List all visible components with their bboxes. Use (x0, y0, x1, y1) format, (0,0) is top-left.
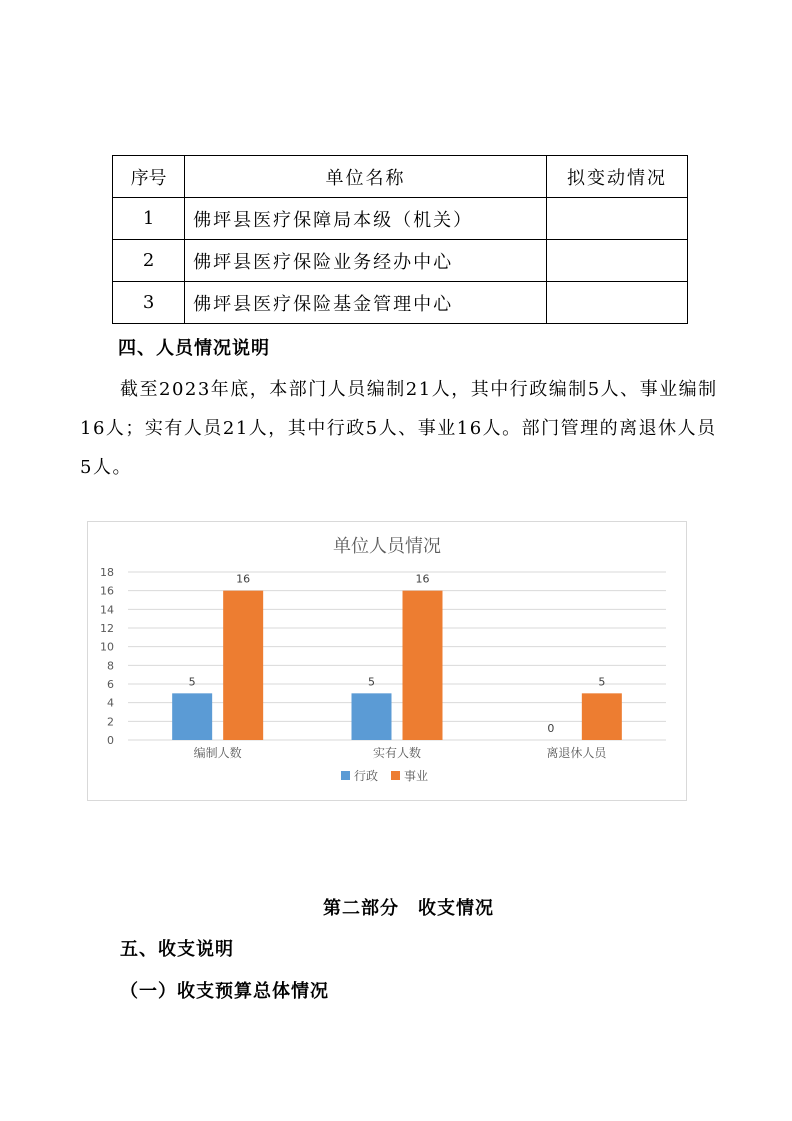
header-unit-name: 单位名称 (185, 156, 547, 198)
staff-paragraph: 截至2023年底，本部门人员编制21人，其中行政编制5人、事业编制16人；实有人员21人，其中行政5人、事业16人。部门管理的离退休人员5人。 (80, 379, 718, 478)
row-change (546, 282, 687, 324)
row-index: 1 (113, 198, 185, 240)
bar-行政 (172, 693, 212, 740)
chart-title: 单位人员情况 (333, 536, 441, 557)
section-heading-staff: 四、人员情况说明 (118, 338, 270, 359)
bar-事业 (582, 693, 622, 740)
legend-label: 行政 (354, 769, 379, 783)
section-heading-budget: 五、收支说明 (120, 939, 234, 960)
x-tick-label: 编制人数 (193, 746, 242, 760)
y-tick-label: 18 (100, 566, 114, 579)
data-label: 5 (188, 675, 196, 689)
table-header-row (113, 156, 688, 198)
staff-chart (87, 521, 687, 801)
data-label: 0 (547, 722, 555, 735)
bar-事业 (403, 591, 443, 740)
row-index: 2 (113, 240, 185, 282)
y-tick-label: 16 (100, 584, 114, 598)
staff-chart-svg (88, 522, 686, 800)
data-label: 16 (236, 572, 251, 586)
data-label: 5 (598, 675, 606, 689)
header-change: 拟变动情况 (546, 156, 687, 198)
y-tick-label: 0 (107, 734, 114, 747)
legend-swatch (341, 771, 350, 780)
row-unit-name: 佛坪县医疗保障局本级（机关） (185, 198, 547, 240)
legend-label: 事业 (404, 769, 429, 783)
data-label: 16 (415, 572, 430, 586)
table-row (113, 198, 688, 240)
bar-事业 (223, 591, 263, 740)
row-unit-name: 佛坪县医疗保险业务经办中心 (185, 240, 547, 282)
y-tick-label: 6 (107, 678, 114, 691)
part-title: 第二部分 收支情况 (323, 898, 494, 919)
table-row (113, 282, 688, 324)
row-change (546, 240, 687, 282)
y-tick-label: 2 (107, 715, 114, 729)
subsection-heading: （一）收支预算总体情况 (120, 981, 329, 1002)
x-tick-label: 实有人数 (372, 746, 422, 760)
y-tick-label: 8 (107, 659, 114, 673)
x-tick-label: 离退休人员 (546, 746, 607, 760)
bar-行政 (352, 693, 392, 740)
data-label: 5 (368, 675, 375, 689)
units-table (112, 155, 688, 324)
table-row (113, 240, 688, 282)
header-index: 序号 (113, 156, 185, 198)
y-tick-label: 4 (107, 696, 114, 710)
y-tick-label: 10 (100, 640, 114, 654)
row-unit-name: 佛坪县医疗保险基金管理中心 (185, 282, 547, 324)
row-index: 3 (113, 282, 185, 324)
row-change (546, 198, 687, 240)
y-tick-label: 12 (100, 622, 114, 635)
legend-swatch (391, 771, 400, 780)
y-tick-label: 14 (100, 603, 114, 617)
